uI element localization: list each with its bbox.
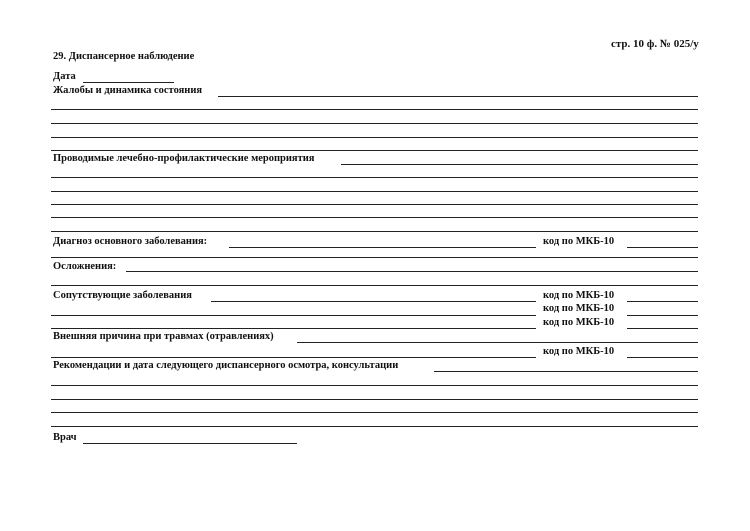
complaints-line[interactable] bbox=[51, 109, 698, 110]
external-cause-line[interactable] bbox=[51, 357, 536, 358]
recommendations-label: Рекомендации и дата следующего диспансерного осмотра, консультации bbox=[53, 360, 399, 371]
measures-line[interactable] bbox=[51, 191, 698, 192]
icd-code-field-line[interactable] bbox=[627, 247, 698, 248]
doctor-label: Врач bbox=[53, 432, 77, 443]
section-title: 29. Диспансерное наблюдение bbox=[53, 51, 195, 62]
icd-code-label: код по МКБ-10 bbox=[543, 346, 615, 357]
diagnosis-field-line[interactable] bbox=[229, 247, 536, 248]
page-reference: стр. 10 ф. № 025/у bbox=[611, 38, 699, 50]
complaints-line[interactable] bbox=[51, 150, 698, 151]
recommendations-line[interactable] bbox=[51, 399, 698, 400]
complaints-label: Жалобы и динамика состояния bbox=[53, 85, 203, 96]
external-cause-label: Внешняя причина при травмах (отравлениях) bbox=[53, 331, 274, 342]
complications-line[interactable] bbox=[51, 285, 698, 286]
icd-code-label: код по МКБ-10 bbox=[543, 290, 615, 301]
complications-label: Осложнения: bbox=[53, 261, 117, 272]
date-field-line[interactable] bbox=[83, 82, 174, 83]
recommendations-line[interactable] bbox=[51, 385, 698, 386]
icd-code-field-line[interactable] bbox=[627, 328, 698, 329]
measures-label: Проводимые лечебно-профилактические мероприятия bbox=[53, 153, 315, 164]
icd-code-label: код по МКБ-10 bbox=[543, 236, 615, 247]
measures-line[interactable] bbox=[51, 217, 698, 218]
external-cause-field-line[interactable] bbox=[297, 342, 698, 343]
measures-line[interactable] bbox=[51, 204, 698, 205]
measures-line[interactable] bbox=[51, 231, 698, 232]
icd-code-field-line[interactable] bbox=[627, 357, 698, 358]
diagnosis-label: Диагноз основного заболевания: bbox=[53, 236, 208, 247]
recommendations-line[interactable] bbox=[51, 412, 698, 413]
icd-code-label: код по МКБ-10 bbox=[543, 317, 615, 328]
icd-code-label: код по МКБ-10 bbox=[543, 303, 615, 314]
comorbid-field-line[interactable] bbox=[211, 301, 536, 302]
recommendations-line[interactable] bbox=[51, 426, 698, 427]
doctor-signature-line[interactable] bbox=[83, 443, 297, 444]
complaints-line[interactable] bbox=[51, 123, 698, 124]
complaints-line[interactable] bbox=[51, 137, 698, 138]
complaints-field-line[interactable] bbox=[218, 96, 698, 97]
complications-field-line[interactable] bbox=[126, 271, 698, 272]
measures-line[interactable] bbox=[51, 177, 698, 178]
icd-code-field-line[interactable] bbox=[627, 301, 698, 302]
recommendations-field-line[interactable] bbox=[434, 371, 698, 372]
diagnosis-line[interactable] bbox=[51, 257, 698, 258]
measures-field-line[interactable] bbox=[341, 164, 698, 165]
comorbid-line[interactable] bbox=[51, 315, 536, 316]
date-label: Дата bbox=[53, 71, 76, 82]
icd-code-field-line[interactable] bbox=[627, 315, 698, 316]
comorbid-label: Сопутствующие заболевания bbox=[53, 290, 192, 301]
comorbid-line[interactable] bbox=[51, 328, 536, 329]
